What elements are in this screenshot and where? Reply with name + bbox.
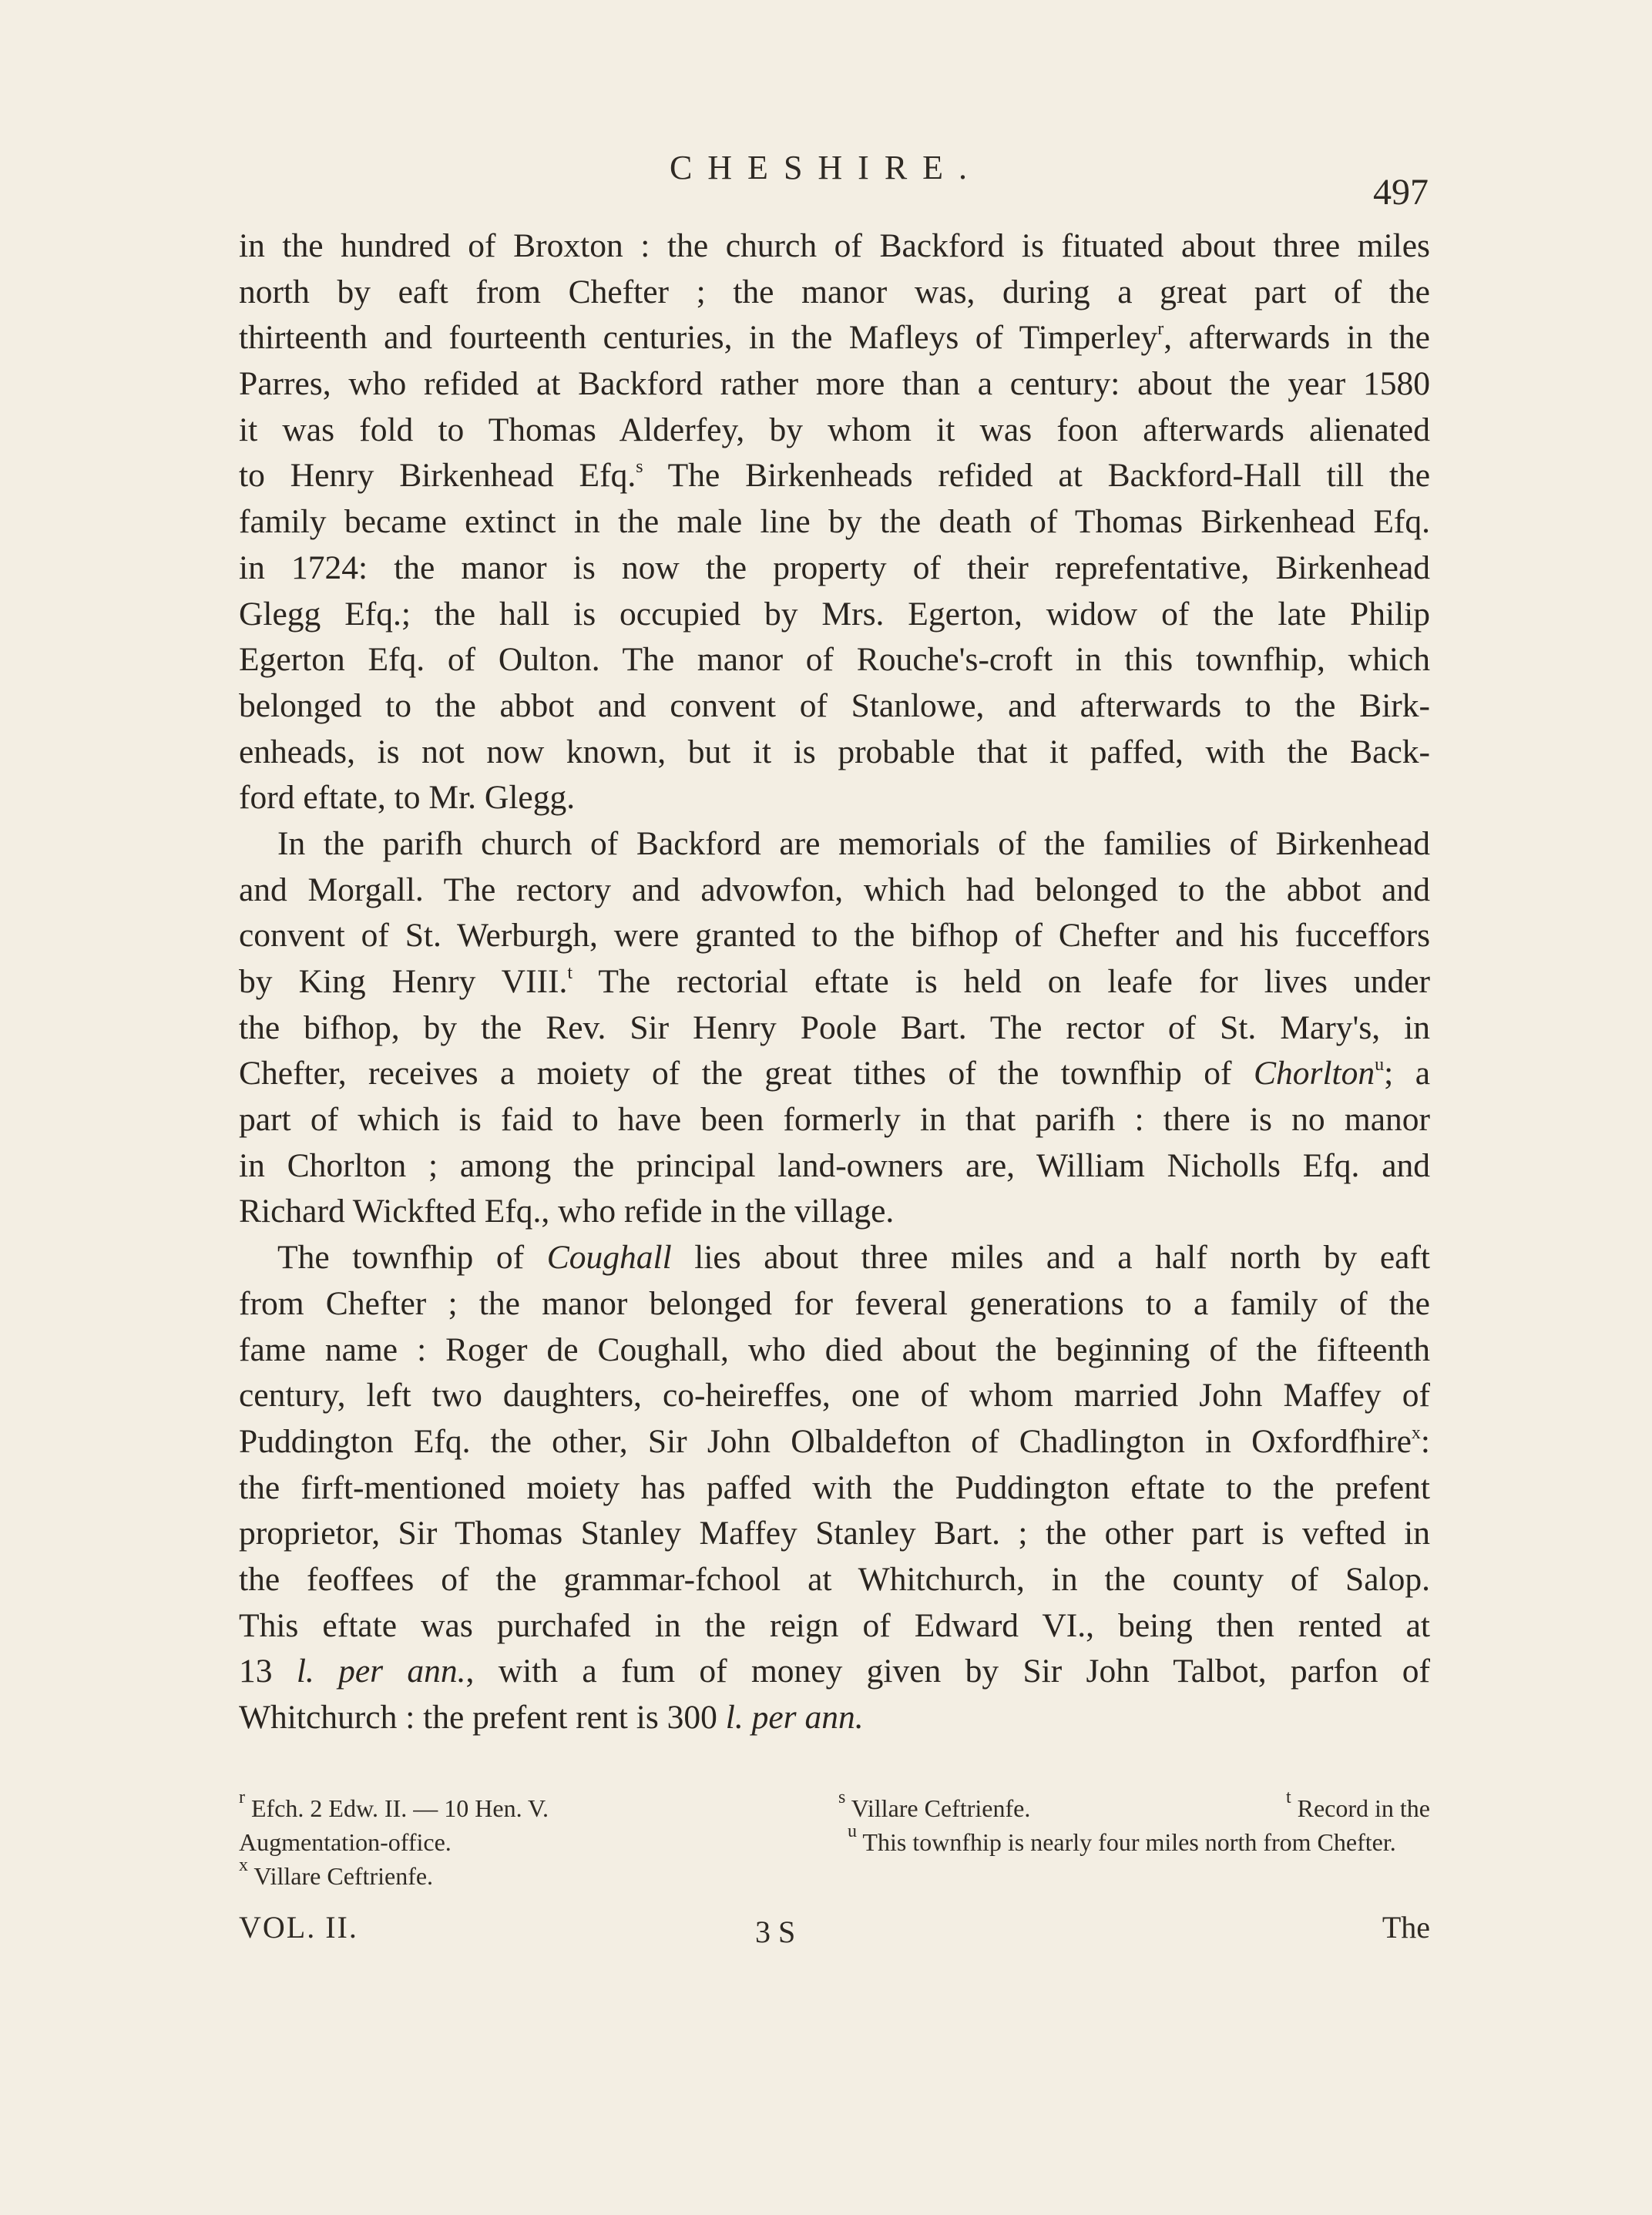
text-line: from Chefter ; the manor belonged for feveral generations to a family of the [239,1284,1430,1322]
text-line: north by eaft from Chefter ; the manor was, during a great part of the [239,273,1430,310]
footnote-row [239,1855,1430,1893]
footnote-marker: s [636,457,643,478]
text-line: enheads, is not now known, but it is probable that it paffed, with the Back- [239,733,1430,770]
footnote-row [239,1787,1430,1825]
text-line: This eftate was purchafed in the reign of Edward VI., being then rented at [239,1606,1430,1644]
footnotes [239,1787,1430,1893]
text-line: In the parifh church of Backford are memorials of the families of Birkenhead [277,824,1430,862]
footnote-marker: u [1375,1055,1385,1076]
text-line: Richard Wickfted Efq., who refide in the village. [239,1193,895,1230]
text-line: thirteenth and fourteenth centuries, in the Mafleys of Timperley$^r$, afterwards in the [239,319,1430,357]
footnote-t: $^t$ Record in the [1285,1787,1430,1822]
text-line: in Chorlton ; among the principal land-owners are, William Nicholls Efq. and [239,1146,1430,1184]
signature-mark: 3 S [755,1915,796,1949]
text-line: the feoffees of the grammar-fchool at Whitchurch, in the county of Salop. [239,1560,1430,1598]
footnote-marker: x [1411,1422,1421,1443]
text-line: it was fold to Thomas Alderfey, by whom it was foon afterwards alienated [239,411,1430,448]
text-line: in 1724: the manor is now the property of their reprefentative, Birkenhead [239,549,1430,586]
text-line: Puddington Efq. the other, Sir John Olbaldefton of Chadlington in Oxfordfhire$^x$: [239,1422,1430,1460]
footnote-u: $^u$ This townfhip is nearly four miles north from Chefter. [848,1821,1396,1856]
text-line: century, left two daughters, co-heireffes, one of whom married John Maffey of [239,1377,1430,1415]
footnote-x: $^x$ Villare Ceftrienfe. [239,1855,434,1890]
page-number: 497 [1373,172,1429,213]
text-line: belonged to the abbot and convent of Stanlowe, and afterwards to the Birk- [239,686,1430,724]
text-line: the firft-mentioned moiety has paffed with the Puddington eftate to the prefent [239,1468,1430,1506]
footnote-marker: t [567,963,573,983]
footnote-s: $^s$ Villare Ceftrienfe. [838,1787,1031,1822]
text-line: Parres, who refided at Backford rather more than a century: about the year 1580 [239,365,1430,403]
running-head: CHESHIRE. [669,149,983,186]
text-line: to Henry Birkenhead Efq.$^s$ The Birkenheads refided at Backford-Hall till the [239,457,1431,495]
text-line: convent of St. Werburgh, were granted to the bifhop of Chefter and his fucceffors [239,917,1430,955]
text-line: in the hundred of Broxton : the church of Backford is fituated about three miles [239,227,1430,264]
text-line: family became extinct in the male line by the death of Thomas Birkenhead Efq. [239,503,1430,541]
text-line: proprietor, Sir Thomas Stanley Maffey Stanley Bart. ; the other part is vefted in [239,1515,1430,1552]
text-line: part of which is faid to have been formerly in that parifh : there is no manor [239,1101,1430,1139]
volume-label: VOL. II. [239,1910,358,1945]
text-line: Whitchurch : the prefent rent is 300 l. per ann. [239,1699,864,1736]
footnote-row [239,1821,1430,1859]
text-line: Glegg Efq.; the hall is occupied by Mrs. Egerton, widow of the late Philip [239,595,1430,633]
catchword: The [1382,1910,1430,1945]
text-line: Chefter, receives a moiety of the great tithes of the townfhip of Chorlton$^u$; a [239,1055,1430,1092]
body-text [239,223,1430,1741]
text-line: 13 l. per ann., with a fum of money given by Sir John Talbot, parfon of [239,1653,1431,1690]
text-line: ford eftate, to Mr. Glegg. [239,779,576,817]
text-line: fame name : Roger de Coughall, who died about the beginning of the fifteenth [239,1331,1430,1368]
footnote-marker: r [1157,319,1164,340]
footnote-r: $^r$ Efch. 2 Edw. II. — 10 Hen. V. [239,1787,549,1822]
text-line: the bifhop, by the Rev. Sir Henry Poole Bart. The rector of St. Mary's, in [239,1008,1430,1046]
text-line: by King Henry VIII.$^t$ The rectorial eftate is held on leafe for lives under [239,963,1430,1000]
text-line: Egerton Efq. of Oulton. The manor of Rouche's-croft in this townfhip, which [239,641,1430,679]
text-line: The townfhip of Coughall lies about three miles and a half north by eaft [277,1239,1431,1277]
text-line: and Morgall. The rectory and advowfon, which had belonged to the abbot and [239,871,1430,908]
footnote-t-continued: Augmentation-office. [239,1828,452,1856]
signature-line [239,1909,1430,1955]
